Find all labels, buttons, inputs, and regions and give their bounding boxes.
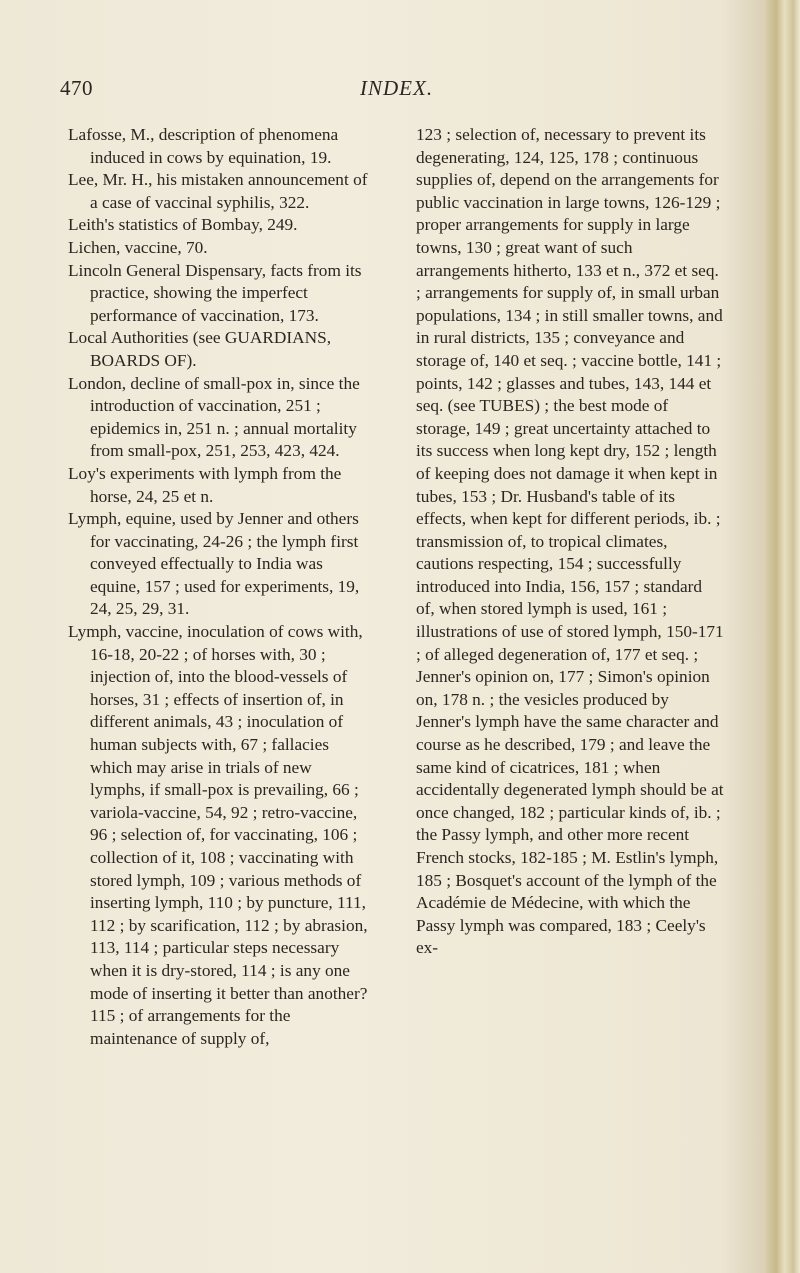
index-entry-lichen: Lichen, vaccine, 70. <box>68 237 208 257</box>
index-entry-lymph-vaccine-continued: 123 ; selection of, necessary to prevent its degenerating, 124, 125, 178 ; continuous supplies of, depend on the arrangements for public vaccination in large towns, 126-129 ; proper arrangements for supply in large towns, 130 ; great want of such arrangements hitherto, 133 et n., 372 et seq. ; arrangements for supply of, in small urban populations, 134 ; in still smaller towns, and in rural districts, 135 ; conveyance and storage of, 140 et seq. ; vaccine bottle, 141 ; points, 142 ; glasses and tubes, 143, 144 et seq. (see TUBES) ; the best mode of storage, 149 ; great uncertainty attached to its success when long kept dry, 152 ; length of keeping does not damage it when kept in tubes, 153 ; Dr. Husband's table of its effects, when kept for different periods, ib. ; transmission of, to tropical climates, cautions respecting, 154 ; successfully introduced into India, 156, 157 ; standard of, when stored lymph is used, 161 ; illustrations of use of stored lymph, 150-171 ; of alleged degeneration of, 177 et seq. ; Jenner's opinion on, 177 ; Simon's opinion on, 178 n. ; the vesicles produced by Jenner's lymph have the same character and course as he described, 179 ; and leave the same kind of cicatrices, 181 ; when accidentally degenerated lymph should be at once changed, 182 ; particular kinds of, ib. ; the Passy lymph, and other more recent French stocks, 182-185 ; M. Estlin's lymph, 185 ; Bosquet's account of the lymph of the Académie de Médecine, with which the Passy lymph was compared, 183 ; Ceely's ex- <box>416 125 724 958</box>
running-title: INDEX. <box>360 76 434 100</box>
index-entry-leith: Leith's statistics of Bombay, 249. <box>68 215 298 235</box>
index-entry-lymph-equine: Lymph, equine, used by Jenner and others for vaccinating, 24-26 ; the lymph first conveyed effectually to India was equine, 157 ; used for experiments, 19, 24, 25, 29, 31. <box>68 509 360 619</box>
index-entry-lincoln: Lincoln General Dispensary, facts from its practice, showing the imperfect performance of vaccination, 173. <box>68 260 362 325</box>
index-entry-lymph-vaccine: Lymph, vaccine, inoculation of cows with, 16-18, 20-22 ; of horses with, 30 ; injection of, into the blood-vessels of horses, 31 ; effects of insertion of, in different animals, 43 ; inoculation of human subjects with, 67 ; fallacies which may arise in trials of new lymphs, if small-pox is prevailing, 66 ; variola-vaccine, 54, 92 ; retro-vaccine, 96 ; selection of, for vaccinating, 106 ; collection of it, 108 ; vaccinating with stored lymph, 109 ; various methods of inserting lymph, 110 ; by puncture, 111, 112 ; by scarification, 112 ; by abrasion, 113, 114 ; particular steps necessary when it is dry-stored, 114 ; is any one mode of inserting it better than another? 115 ; of arrangements for the maintenance of supply of, <box>68 622 368 1048</box>
page-number: 470 <box>60 76 93 100</box>
page-binding-edge <box>766 0 800 1273</box>
index-column-right <box>416 124 724 960</box>
index-entry-local-authorities: Local Authorities (see GUARDIANS, BOARDS OF). <box>68 328 332 370</box>
index-entry-lafosse: Lafosse, M., description of phenomena induced in cows by equination, 19. <box>68 125 339 167</box>
index-entry-loy: Loy's experiments with lymph from the horse, 24, 25 et n. <box>68 463 342 506</box>
index-entry-lee: Lee, Mr. H., his mistaken announcement of a case of vaccinal syphilis, 322. <box>68 170 368 212</box>
index-column-left <box>68 124 370 1050</box>
page-header <box>60 76 700 106</box>
index-entry-london: London, decline of small-pox in, since the introduction of vaccination, 251 ; epidemics in, 251 n. ; annual mortality from small-pox, 251, 253, 423, 424. <box>68 373 360 461</box>
